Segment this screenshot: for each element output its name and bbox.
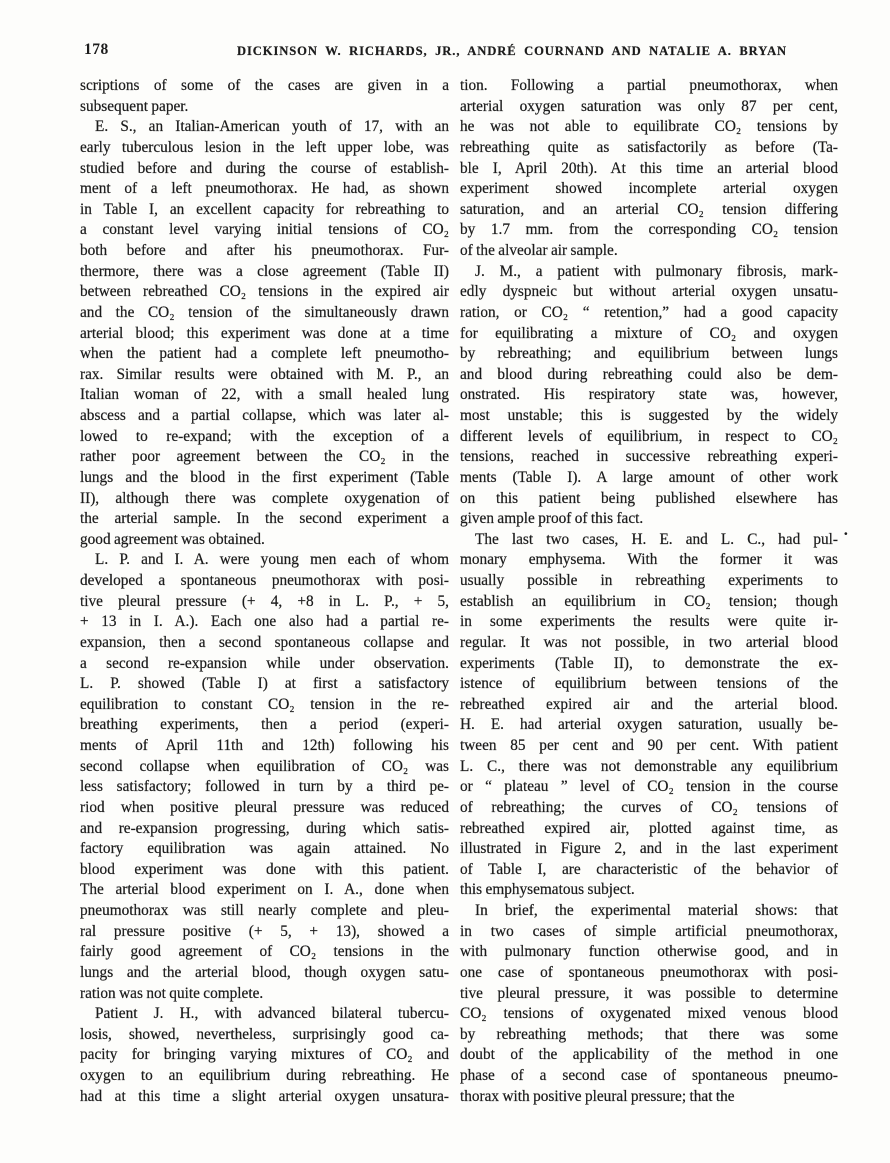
text-line: on this patient being published elsewhere has	[460, 489, 838, 507]
text-line: rebreathed expired air and the arterial blood.	[460, 695, 838, 713]
text-line: lowed to re-expand; with the exception of a	[80, 427, 449, 445]
text-line: II), although there was complete oxygenation of	[80, 489, 449, 507]
text-line: E. S., an Italian-American youth of 17, with an	[95, 118, 449, 136]
text-line: rax. Similar results were obtained with M. P., an	[80, 365, 449, 383]
text-line: H. E. had arterial oxygen saturation, usually be-	[460, 716, 838, 734]
stray-dot-mark: ·	[843, 524, 849, 543]
text-line: developed a spontaneous pneumothorax with posi-	[80, 572, 449, 589]
text-line: when the patient had a complete left pneumotho-	[80, 345, 449, 363]
text-line: doubt of the applicability of the method in one	[460, 1046, 838, 1064]
text-line: J. M., a patient with pulmonary fibrosis, mark-	[475, 262, 838, 280]
text-line: Patient J. H., with advanced bilateral tubercu-	[95, 1005, 449, 1023]
text-line: tensions, reached in successive rebreathing experi-	[460, 448, 838, 466]
text-line: subsequent paper.	[80, 97, 189, 115]
text-line: rebreathed expired air, plotted against time, as	[460, 819, 838, 837]
text-line: had at this time a slight arterial oxygen unsatura-	[80, 1087, 449, 1105]
text-line: fairly good agreement of CO₂ tensions in the	[80, 943, 449, 961]
text-line: and blood during rebreathing could also be dem-	[460, 365, 838, 383]
text-line: of the alveolar air sample.	[460, 242, 618, 259]
text-line: tion. Following a partial pneumothorax, when	[460, 77, 838, 94]
text-line: studied before and during the course of establish-	[80, 159, 449, 177]
text-line: and re-expansion progressing, during which satis-	[80, 819, 449, 837]
page-number: 178	[84, 41, 109, 58]
text-line: ble I, April 20th). At this time an arterial blood	[460, 159, 838, 177]
text-line: arterial oxygen saturation was only 87 per cent,	[460, 97, 838, 115]
text-line: pneumothorax was still nearly complete and pleu-	[80, 902, 449, 919]
text-line: ral pressure positive (+ 5, + 13), showed a	[80, 922, 449, 940]
text-line: The arterial blood experiment on I. A., done when	[80, 881, 449, 899]
text-line: by 1.7 mm. from the corresponding CO₂ tension	[460, 221, 838, 239]
text-line: regular. It was not possible, in two arterial blood	[460, 633, 838, 651]
text-line: less satisfactory; followed in turn by a third pe-	[80, 778, 449, 796]
text-line: onstrated. His respiratory state was, however,	[460, 386, 838, 404]
text-line: ration, or CO₂ “ retention,” had a good capacity	[460, 303, 838, 321]
text-line: one case of spontaneous pneumothorax with posi-	[460, 963, 838, 981]
text-line: usually possible in rebreathing experiments to	[460, 572, 838, 589]
text-line: a second re-expansion while under observation.	[80, 654, 449, 672]
text-line: he was not able to equilibrate CO₂ tensions by	[460, 118, 838, 136]
text-line: between rebreathed CO₂ tensions in the expired air	[80, 283, 449, 301]
text-line: in Table I, an excellent capacity for rebreathing to	[80, 200, 449, 218]
text-line: breathing experiments, then a period (experi-	[80, 716, 449, 734]
text-line: both before and after his pneumothorax. Fur-	[80, 242, 449, 259]
text-line: most unstable; this is suggested by the widely	[460, 407, 838, 424]
text-line: rather poor agreement between the CO₂ in the	[80, 448, 449, 466]
text-line: scriptions of some of the cases are given in a	[80, 77, 449, 94]
running-head-authors: DICKINSON W. RICHARDS, JR., ANDRÉ COURNAND AND NATALIE A. BRYAN	[237, 43, 788, 58]
text-line: blood experiment was done with this patient.	[80, 860, 449, 878]
text-line: good agreement was obtained.	[80, 530, 265, 548]
text-line: illustrated in Figure 2, and in the last experiment	[460, 840, 838, 858]
text-line: monary emphysema. With the former it was	[460, 551, 838, 569]
text-line: phase of a second case of spontaneous pneumo-	[460, 1067, 838, 1084]
text-line: factory equilibration was again attained. No	[80, 840, 449, 858]
text-line: istence of equilibrium between tensions of the	[460, 675, 838, 693]
text-line: tive pleural pressure, it was possible to determine	[460, 984, 838, 1002]
text-line: edly dyspneic but without arterial oxygen unsatu-	[460, 283, 838, 301]
text-line: CO₂ tensions of oxygenated mixed venous blood	[460, 1005, 838, 1023]
text-line: the arterial sample. In the second experiment a	[80, 510, 449, 528]
text-line: In brief, the experimental material shows: that	[475, 902, 838, 919]
text-line: of rebreathing; the curves of CO₂ tensions of	[460, 798, 838, 816]
text-line: pacity for bringing varying mixtures of CO₂ and	[80, 1046, 449, 1064]
text-line: The last two cases, H. E. and L. C., had pul-	[475, 530, 838, 548]
text-line: equilibration to constant CO₂ tension in the re-	[80, 695, 449, 713]
text-line: thermore, there was a close agreement (Table II)	[80, 262, 449, 280]
text-line: a constant level varying initial tensions of CO₂	[80, 221, 449, 239]
text-line: in some experiments the results were quite ir-	[460, 613, 838, 631]
text-line: given ample proof of this fact.	[460, 510, 644, 528]
text-line: oxygen to an equilibrium during rebreathing. He	[80, 1067, 449, 1084]
text-line: ments of April 11th and 12th) following his	[80, 737, 449, 754]
text-line: different levels of equilibrium, in respect to CO₂	[460, 427, 838, 445]
text-line: with pulmonary function otherwise good, and in	[460, 943, 838, 961]
text-line: establish an equilibrium in CO₂ tension; though	[460, 592, 838, 610]
text-line: ments (Table I). A large amount of other work	[460, 468, 838, 486]
text-line: by rebreathing methods; that there was some	[460, 1025, 838, 1043]
text-line: for equilibrating a mixture of CO₂ and oxygen	[460, 324, 838, 342]
text-line: by rebreathing; and equilibrium between lungs	[460, 345, 838, 363]
text-line: lungs and the arterial blood, though oxygen satu-	[80, 963, 449, 981]
text-line: early tuberculous lesion in the left upper lobe, was	[80, 138, 449, 156]
text-line: riod when positive pleural pressure was reduced	[80, 798, 449, 816]
text-line: in two cases of simple artificial pneumothorax,	[460, 922, 838, 940]
text-line: experiment showed incomplete arterial oxygen	[460, 180, 838, 198]
text-line: abscess and a partial collapse, which was later al-	[80, 407, 449, 424]
text-line: experiments (Table II), to demonstrate the ex-	[460, 654, 838, 672]
text-line: of Table I, are characteristic of the behavior of	[460, 860, 838, 878]
text-line: arterial blood; this experiment was done at a time	[80, 324, 449, 342]
page-header	[0, 41, 890, 63]
text-line: L. C., there was not demonstrable any equilibrium	[460, 757, 838, 775]
text-line: ration was not quite complete.	[80, 984, 264, 1002]
text-line: L. P. and I. A. were young men each of whom	[95, 551, 449, 569]
text-line: L. P. showed (Table I) at first a satisfactory	[80, 675, 449, 693]
text-line: losis, showed, nevertheless, surprisingly good ca-	[80, 1025, 449, 1043]
text-line: or “ plateau ” level of CO₂ tension in the course	[460, 778, 838, 796]
text-line: lungs and the blood in the first experiment (Table	[80, 468, 449, 486]
text-line: saturation, and an arterial CO₂ tension differing	[460, 200, 838, 218]
text-column-left	[80, 76, 449, 1107]
text-line: thorax with positive pleural pressure; that the	[460, 1087, 735, 1105]
text-line: this emphysematous subject.	[460, 881, 635, 899]
text-line: rebreathing quite as satisfactorily as before (Ta-	[460, 138, 838, 156]
text-line: tive pleural pressure (+ 4, +8 in L. P., + 5,	[80, 592, 449, 610]
text-line: and the CO₂ tension of the simultaneously drawn	[80, 303, 449, 321]
text-column-right	[460, 76, 838, 1107]
text-line: second collapse when equilibration of CO₂ was	[80, 757, 449, 775]
text-line: expansion, then a second spontaneous collapse and	[80, 633, 449, 651]
text-line: tween 85 per cent and 90 per cent. With patient	[460, 737, 838, 754]
text-line: Italian woman of 22, with a small healed lung	[80, 386, 449, 404]
text-line: ment of a left pneumothorax. He had, as shown	[80, 180, 449, 198]
text-line: + 13 in I. A.). Each one also had a partial re-	[80, 613, 449, 631]
